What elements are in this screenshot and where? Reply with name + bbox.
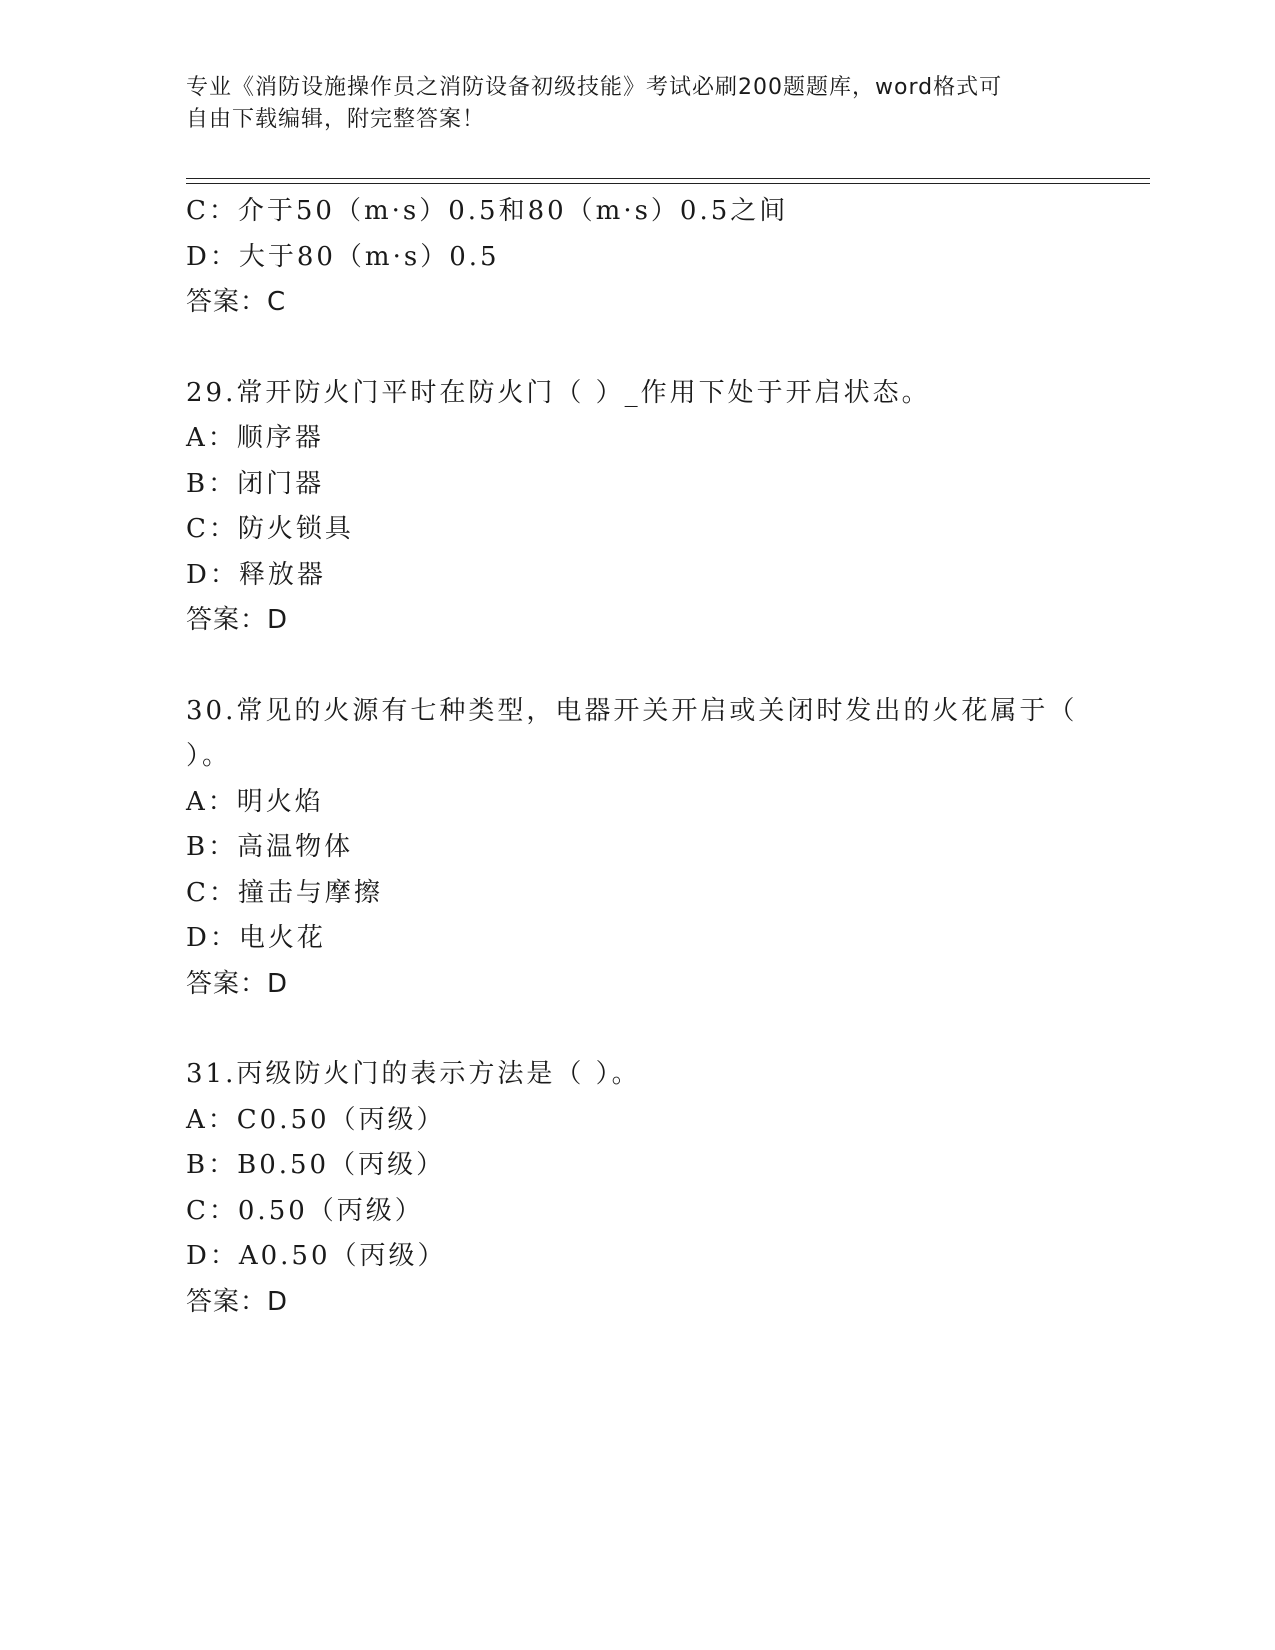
option-c: C：撞击与摩擦 [186,877,383,908]
option-c: C：防火锁具 [186,514,354,544]
question-block-29 [186,371,1086,644]
question-text-line-2: ）。 [186,741,232,771]
question-block-31 [186,1052,1086,1325]
option-d: D：释放器 [186,559,326,590]
answer-line: 答案：D [186,1286,289,1317]
question-block-30 [186,689,1086,1008]
header-line-1: 专业《消防设施操作员之消防设备初级技能》考试必刷200题题库，word格式可 [186,75,1003,100]
answer-line: 答案：C [186,287,287,317]
question-text: 29.常开防火门平时在防火门（ ）_作用下处于开启状态。 [186,377,931,408]
page-header [186,72,1066,136]
question-text-line-1: 30.常见的火源有七种类型，电器开关开启或关闭时发出的火花属于（ [186,695,1078,726]
document-body [186,189,1086,1325]
question-block-28 [186,189,1086,326]
header-line-2: 自由下载编辑，附完整答案！ [186,107,486,132]
answer-line: 答案：D [186,968,289,999]
spacer [186,326,1086,371]
option-b: B：B0.50（丙级） [186,1150,446,1180]
option-c: C：介于50（m·s）0.5和80（m·s）0.5之间 [186,196,789,226]
answer-line: 答案：D [186,605,289,635]
header-divider-bottom [186,183,1150,184]
option-a: A：C0.50（丙级） [186,1104,446,1135]
option-b: B：高温物体 [186,832,354,862]
option-a: A：顺序器 [186,423,324,453]
option-a: A：明火焰 [186,786,324,817]
spacer [186,1007,1086,1052]
question-text: 31.丙级防火门的表示方法是（ ）。 [186,1059,641,1089]
option-b: B：闭门器 [186,468,325,499]
option-d: D：电火花 [186,923,326,953]
option-d: D：A0.50（丙级） [186,1241,447,1271]
option-c: C：0.50（丙级） [186,1195,424,1226]
header-divider-top [186,178,1150,179]
spacer [186,644,1086,689]
option-d: D：大于80（m·s）0.5 [186,241,500,272]
